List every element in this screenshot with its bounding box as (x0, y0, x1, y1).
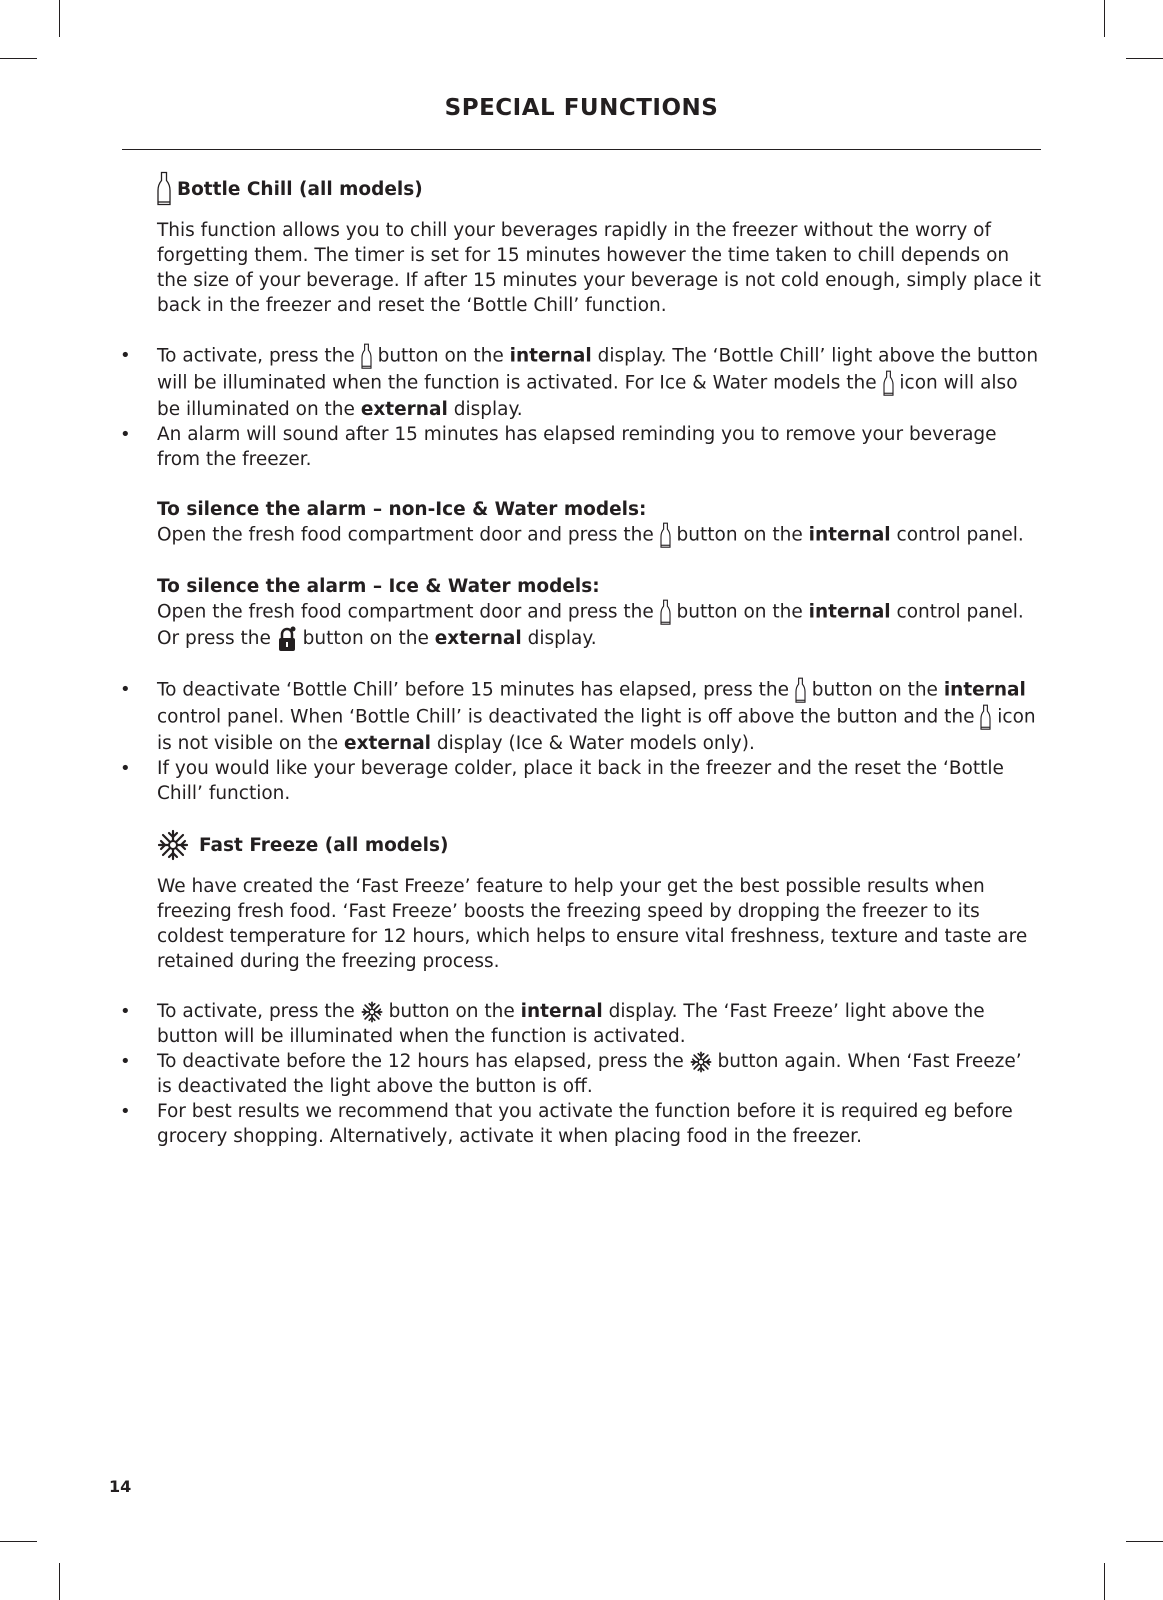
silence-non-iw-text: Open the fresh food compartment door and press the button on the internal control panel. (157, 522, 1042, 549)
list-item: • If you would like your beverage colder, place it back in the freezer and the reset the ‘Bottle Chill’ function. (157, 756, 1042, 806)
list-item: • For best results we recommend that you activate the function before it is required eg before grocery shopping. Alternatively, activate it when placing food in the freezer. (157, 1099, 1042, 1149)
bottle-chill-list (157, 343, 1042, 472)
crop-mark (59, 1563, 60, 1600)
list-item: • To deactivate before the 12 hours has elapsed, press the button again. When ‘Fast Freeze’ is deactivated the light above the button is off. (157, 1049, 1042, 1099)
bottle-chill-title: Bottle Chill (all models) (177, 178, 423, 200)
crop-mark (59, 0, 60, 37)
bottle-icon (361, 343, 372, 370)
bottle-icon (795, 677, 806, 704)
title-rule (122, 149, 1041, 150)
bottle-icon (980, 704, 991, 731)
lock-icon (277, 626, 297, 652)
list-item: • To activate, press the button on the internal display. The ‘Bottle Chill’ light above the button will be illuminated when the function is activated. For Ice & Water models the icon will also be illuminated on the external display. (157, 343, 1042, 422)
list-item: • An alarm will sound after 15 minutes has elapsed reminding you to remove your beverage from the freezer. (157, 422, 1042, 472)
bottle-icon (157, 171, 171, 207)
page-content (157, 170, 1042, 1149)
crop-mark (0, 58, 37, 59)
list-item: • To activate, press the button on the internal display. The ‘Fast Freeze’ light above the button will be illuminated when the function is activated. (157, 999, 1042, 1049)
crop-mark (0, 1541, 37, 1542)
bottle-icon (660, 522, 671, 549)
snowflake-icon (361, 1001, 383, 1023)
bottle-chill-heading (157, 170, 1042, 208)
fast-freeze-list (157, 999, 1042, 1149)
bottle-icon (660, 599, 671, 626)
bottle-icon (883, 370, 894, 397)
crop-mark (1126, 1541, 1163, 1542)
silence-iw-heading: To silence the alarm – Ice & Water models: (157, 576, 600, 597)
bottle-chill-list-2 (157, 677, 1042, 806)
page-title: SPECIAL FUNCTIONS (444, 95, 719, 121)
fast-freeze-title: Fast Freeze (all models) (199, 834, 449, 856)
snowflake-icon (157, 829, 189, 861)
snowflake-icon (690, 1051, 712, 1073)
list-item: • To deactivate ‘Bottle Chill’ before 15 minutes has elapsed, press the button on the internal control panel. When ‘Bottle Chill’ is deactivated the light is off above the button and the icon is not visible on the external display (Ice & Water models only). (157, 677, 1042, 756)
fast-freeze-heading (157, 826, 1042, 864)
bottle-chill-intro: This function allows you to chill your beverages rapidly in the freezer without the worry of forgetting them. The timer is set for 15 minutes however the time taken to chill depends on the size of your beverage. If after 15 minutes your beverage is not cold enough, simply place it back in the freezer and reset the ‘Bottle Chill’ function. (157, 220, 1042, 316)
crop-mark (1126, 58, 1163, 59)
fast-freeze-intro: We have created the ‘Fast Freeze’ feature to help your get the best possible results when freezing fresh food. ‘Fast Freeze’ boosts the freezing speed by dropping the freezer to its coldest temperature for 12 hours, which helps to ensure vital freshness, texture and taste are retained during the freezing process. (157, 876, 1028, 972)
silence-iw-text: Open the fresh food compartment door and press the button on the internal control panel. Or press the button on the external display. (157, 599, 1042, 652)
crop-mark (1104, 1563, 1105, 1600)
silence-non-iw-heading: To silence the alarm – non-Ice & Water models: (157, 499, 647, 520)
page-number: 14 (109, 1477, 132, 1496)
crop-mark (1104, 0, 1105, 37)
